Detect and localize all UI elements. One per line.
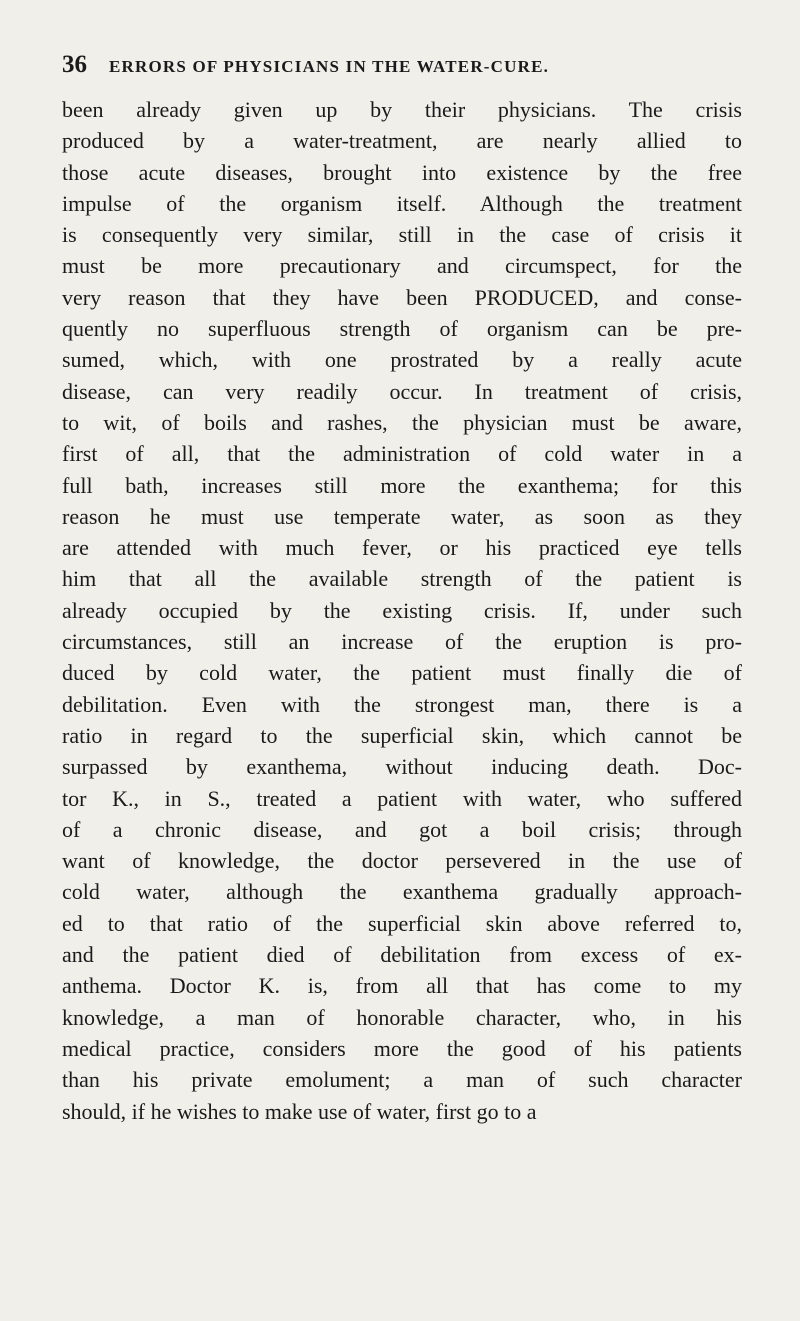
text-line: disease, can very readily occur. In treatment of crisis, (62, 378, 742, 404)
text-line: to wit, of boils and rashes, the physician must be aware, (62, 409, 742, 435)
text-line: of a chronic disease, and got a boil crisis; through (62, 816, 742, 842)
text-line: duced by cold water, the patient must finally die of (62, 660, 742, 686)
text-line: want of knowledge, the doctor persevered in the use of (62, 848, 742, 874)
text-line: him that all the available strength of the patient is (62, 566, 742, 592)
page-number: 36 (62, 51, 87, 78)
text-line: circumstances, still an increase of the eruption is pro- (62, 629, 742, 655)
body-text (62, 94, 742, 1127)
text-line: reason he must use temperate water, as soon as they (62, 503, 742, 529)
text-line: than his private emolument; a man of such character (62, 1067, 742, 1093)
text-line: quently no superfluous strength of organism can be pre- (62, 316, 742, 342)
text-line: anthema. Doctor K. is, from all that has come to my (62, 973, 742, 999)
text-line: been already given up by their physicians. The crisis (62, 97, 742, 122)
text-line: very reason that they have been PRODUCED, and conse- (62, 284, 742, 310)
text-line: tor K., in S., treated a patient with water, who suffered (62, 785, 742, 811)
text-line: produced by a water-treatment, are nearly allied to (62, 128, 742, 154)
text-line: medical practice, considers more the good of his patients (62, 1035, 742, 1061)
text-line: cold water, although the exanthema gradually approach- (62, 879, 742, 905)
text-line: should, if he wishes to make use of water, first go to a (62, 1098, 537, 1124)
text-line: ed to that ratio of the superficial skin above referred to, (62, 910, 742, 936)
text-line: those acute diseases, brought into existence by the free (62, 159, 742, 185)
text-line: must be more precautionary and circumspect, for the (62, 253, 742, 279)
text-line: impulse of the organism itself. Although the treatment (62, 190, 742, 216)
running-head (62, 50, 742, 80)
text-line: already occupied by the existing crisis. If, under such (62, 597, 742, 623)
text-line: and the patient died of debilitation from excess of ex- (62, 942, 742, 968)
text-line: full bath, increases still more the exanthema; for this (62, 472, 742, 498)
running-head-title: ERRORS OF PHYSICIANS IN THE WATER-CURE. (109, 57, 550, 76)
text-line: are attended with much fever, or his practiced eye tells (62, 535, 742, 561)
text-line: knowledge, a man of honorable character, who, in his (62, 1004, 742, 1030)
text-line: is consequently very similar, still in the case of crisis it (62, 222, 742, 248)
text-line: debilitation. Even with the strongest man, there is a (62, 691, 742, 717)
text-line: first of all, that the administration of cold water in a (62, 441, 742, 467)
text-line: ratio in regard to the superficial skin, which cannot be (62, 722, 742, 748)
text-line: surpassed by exanthema, without inducing death. Doc- (62, 754, 742, 780)
text-line: sumed, which, with one prostrated by a really acute (62, 347, 742, 373)
